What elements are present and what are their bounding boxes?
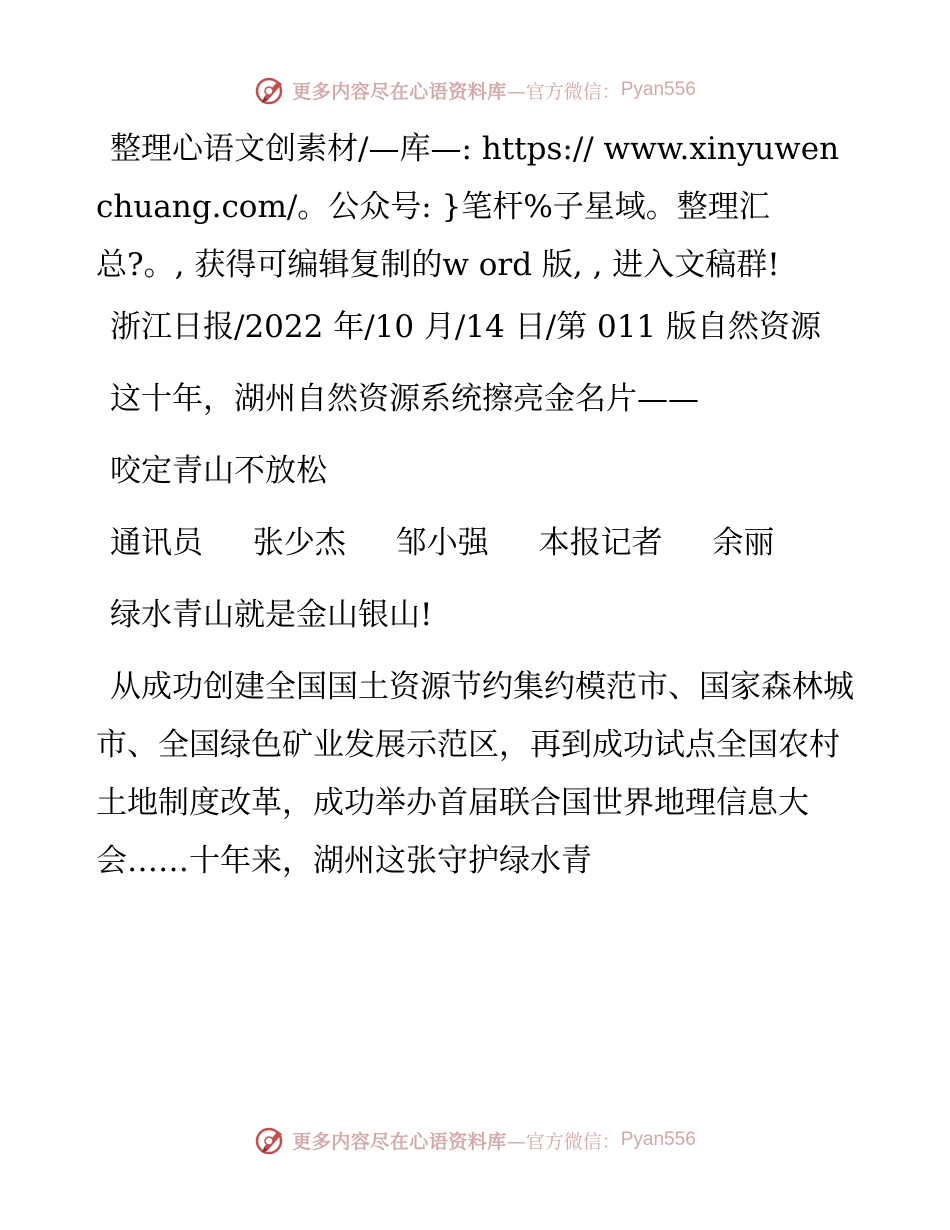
watermark-wechat-id: Pyan556: [620, 1129, 696, 1150]
watermark-main-text: 更多内容尽在心语资料库: [292, 80, 507, 103]
byline-role-reporter: 本报记者: [538, 525, 663, 561]
subheadline: 咬定青山不放松: [110, 453, 327, 489]
watermark-sub-text: —官方微信：: [506, 1130, 621, 1153]
byline-name-2: 邹小强: [395, 525, 489, 561]
pen-logo-icon: [254, 73, 288, 107]
byline-role-correspondent: 通讯员: [110, 525, 203, 561]
watermark-header: [0, 70, 950, 110]
promo-paragraph: 整理心语文创素材/—库—: https:// www.xinyuwenchuang.com/。公众号: }笔杆%子星域。整理汇总?。, 获得可编辑复制的w ord 版, , 进入文稿群!: [96, 131, 840, 283]
watermark-main-text: 更多内容尽在心语资料库: [292, 1130, 507, 1153]
watermark-wechat-id: Pyan556: [620, 79, 696, 100]
source-line: 浙江日报/2022 年/10 月/14 日/第 011 版自然资源: [110, 309, 822, 345]
watermark-sub-text: —官方微信：: [506, 80, 621, 103]
body-paragraph: 从成功创建全国国土资源节约集约模范市、国家森林城市、全国绿色矿业发展示范区，再到成功试点全国农村土地制度改革，成功举办首届联合国世界地理信息大会……十年来，湖州这张守护绿水青: [96, 669, 854, 879]
pen-logo-icon: [254, 1123, 288, 1157]
byline-name-3: 余丽: [712, 525, 775, 561]
byline-name-1: 张少杰: [252, 525, 346, 561]
headline: 这十年，湖州自然资源系统擦亮金名片——: [110, 381, 699, 417]
watermark-footer: [0, 1120, 950, 1160]
document-body: [96, 120, 856, 894]
byline: [96, 514, 856, 572]
slogan-line: 绿水青山就是金山银山!: [110, 597, 433, 633]
